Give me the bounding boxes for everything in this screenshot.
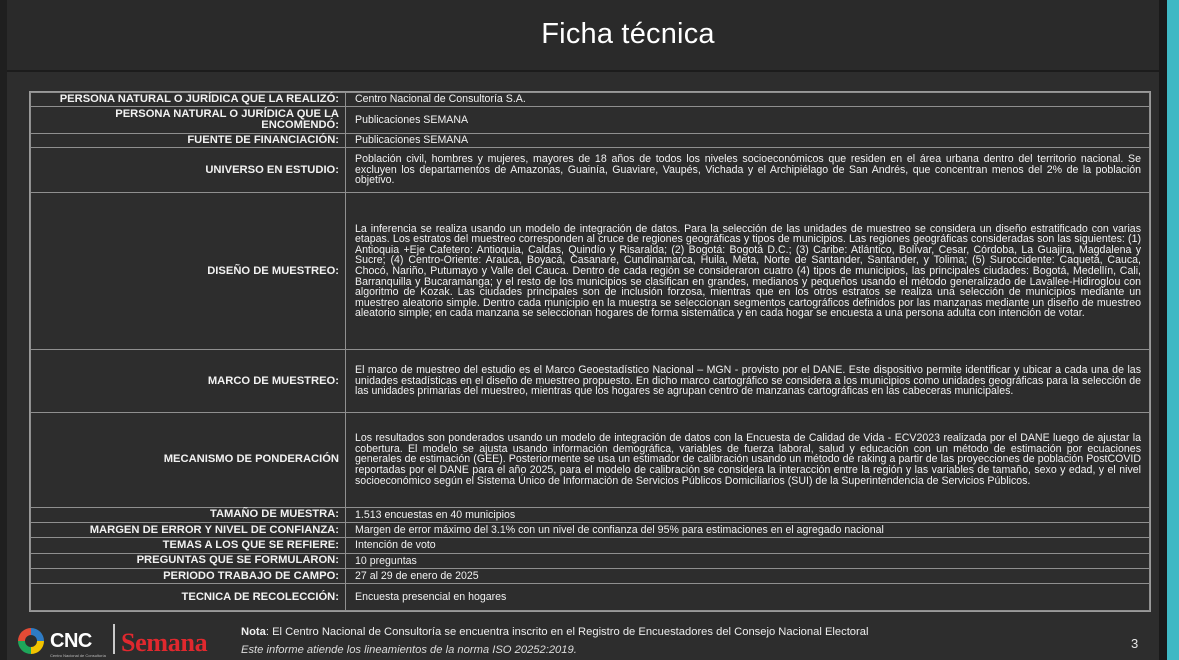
row-label: TECNICA DE RECOLECCIÓN:: [31, 584, 346, 611]
technical-sheet: [29, 91, 1151, 612]
row-label: MARGEN DE ERROR Y NIVEL DE CONFIANZA:: [31, 523, 346, 538]
row-label: TEMAS A LOS QUE SE REFIERE:: [31, 538, 346, 553]
footer-note: [241, 626, 868, 638]
logo-divider: [113, 624, 115, 654]
row-value: El marco de muestreo del estudio es el Marco Geoestadístico Nacional – MGN - provisto por el DANE. Este dispositivo permite identificar y ubicar a cada una de las unidades estadísticas en el diseño de muestreo propuesto. En dicho marco cartográfico se considera a los municipios como unidades geográficas para la selección de las unidades primarias del muestreo, mientras que los hogares se agrupan centro de manzanas cartográficas en las cabeceras municipales.: [346, 350, 1150, 412]
row-label: PERSONA NATURAL O JURÍDICA QUE LA REALIZÓ:: [31, 93, 346, 107]
row-value: Población civil, hombres y mujeres, mayores de 18 años de todos los niveles socioeconómicos que residen en el área urbana dentro del territorio nacional. Se excluyen los departamentos de Amazonas, Guainía, Guaviare, Vaupés, Vichada y el Archipiélago de San Andrés, que concentran menos del 2% de la población objetivo.: [346, 148, 1150, 193]
table-row: [31, 523, 1150, 538]
row-label: PREGUNTAS QUE SE FORMULARON:: [31, 553, 346, 568]
row-value: 27 al 29 de enero de 2025: [346, 569, 1150, 584]
table-row: [31, 148, 1150, 193]
table-row: [31, 584, 1150, 611]
row-label: FUENTE DE FINANCIACIÓN:: [31, 133, 346, 147]
row-value: Margen de error máximo del 3.1% con un nivel de confianza del 95% para estimaciones en el agregado nacional: [346, 523, 1150, 538]
row-value: 10 preguntas: [346, 553, 1150, 568]
cnc-logo-text: CNC: [50, 630, 92, 652]
table-row: [31, 133, 1150, 147]
cnc-logo: [18, 626, 114, 658]
note-label: Nota: [241, 626, 266, 638]
row-label: MARCO DE MUESTREO:: [31, 350, 346, 412]
technical-table: [30, 92, 1150, 611]
table-row: [31, 569, 1150, 584]
table-row: [31, 538, 1150, 553]
accent-bar: [1167, 0, 1179, 660]
header-bar: [7, 0, 1159, 72]
row-label: DISEÑO DE MUESTREO:: [31, 193, 346, 350]
table-row: [31, 107, 1150, 134]
row-value: Encuesta presencial en hogares: [346, 584, 1150, 611]
right-edge: [1159, 0, 1167, 660]
cnc-logo-subtitle: Centro Nacional de Consultoría: [50, 653, 106, 658]
footer-iso-note: Este informe atiende los lineamientos de la norma ISO 20252:2019.: [241, 644, 577, 656]
semana-logo: Semana: [121, 628, 208, 657]
cnc-logo-icon: [18, 628, 44, 654]
table-row: [31, 93, 1150, 107]
left-edge: [0, 0, 7, 660]
row-value: Publicaciones SEMANA: [346, 133, 1150, 147]
row-label: TAMAÑO DE MUESTRA:: [31, 507, 346, 522]
table-row: [31, 193, 1150, 350]
table-row: [31, 553, 1150, 568]
page-title: Ficha técnica: [541, 18, 715, 50]
footer: [0, 618, 1160, 660]
row-value: Intención de voto: [346, 538, 1150, 553]
row-value: Publicaciones SEMANA: [346, 107, 1150, 134]
row-label: UNIVERSO EN ESTUDIO:: [31, 148, 346, 193]
row-label: PERIODO TRABAJO DE CAMPO:: [31, 569, 346, 584]
row-value: La inferencia se realiza usando un modelo de integración de datos. Para la selección de las unidades de muestreo se considera un diseño estratificado con varias etapas. Los estratos del muestreo corresponden al cruce de regiones geográficas y tipos de municipios. Las regiones geográficas consideradas son las siguientes: (1) Antioquia +Eje Cafetero: Antioquia, Caldas, Quindío y Risaralda; (2) Bogotá: Bogotá D.C.; (3) Caribe: Atlántico, Bolívar, Cesar, Córdoba, La Guajira, Magdalena y Sucre; (4) Centro-Oriente: Arauca, Boyacá, Casanare, Cundinamarca, Huila, Meta, Norte de Santander, Santander, y Tolima; (5) Suroccidente: Caquetá, Cauca, Chocó, Nariño, Putumayo y Valle del Cauca. Dentro de cada región se consideraron cuatro (4) tipos de municipios, las principales ciudades: Bogotá, Medellín, Cali, Barranquilla y Bucaramanga; y el resto de los municipios se clasifican en grandes, medianos y pequeños usando el método generalizado de Lavallee-Hidiroglou con algoritmo de Kozak. Las ciudades principales son de inclusión forzosa, mientras que en los otros estratos se realiza una selección de municipios mediante un muestreo aleatorio simple. Dentro cada municipio en la muestra se seleccionan segmentos cartográficos definidos por las manzanas mediante un diseño de muestreo aleatorio simple; en cada manzana se seleccionan hogares de forma sistemática y en cada hogar se encuesta a una persona adulta con intención de votar.: [346, 193, 1150, 350]
table-row: [31, 507, 1150, 522]
row-value: Centro Nacional de Consultoría S.A.: [346, 93, 1150, 107]
row-value: Los resultados son ponderados usando un modelo de integración de datos con la Encuesta de Calidad de Vida - ECV2023 realizada por el DANE luego de ajustar la cobertura. El modelo se ajusta usando información demográfica, variables de fuerza laboral, salud y educación con un método de estimación por ecuaciones generales de estimación (GEE). Posteriormente se usa un estimador de calibración usando un método de raking a partir de las proyecciones de población PostCOVID reportadas por el DANE para el año 2025, para el modelo de calibración se considera la interacción entre la región y las variables de tamaño, sexo y edad, y el nivel socioeconómico según el Sistema Único de Información de Servicios Públicos Domiciliarios (SUI) de la Superintendencia de Servicios Públicos.: [346, 412, 1150, 507]
row-label: MECANISMO DE PONDERACIÓN: [31, 412, 346, 507]
note-text: : El Centro Nacional de Consultoría se encuentra inscrito en el Registro de Encuestadores del Consejo Nacional Electoral: [265, 626, 869, 638]
page-number: 3: [1131, 636, 1139, 651]
row-label: PERSONA NATURAL O JURÍDICA QUE LA ENCOMENDÓ:: [31, 107, 346, 134]
row-value: 1.513 encuestas en 40 municipios: [346, 507, 1150, 522]
table-row: [31, 412, 1150, 507]
table-row: [31, 350, 1150, 412]
